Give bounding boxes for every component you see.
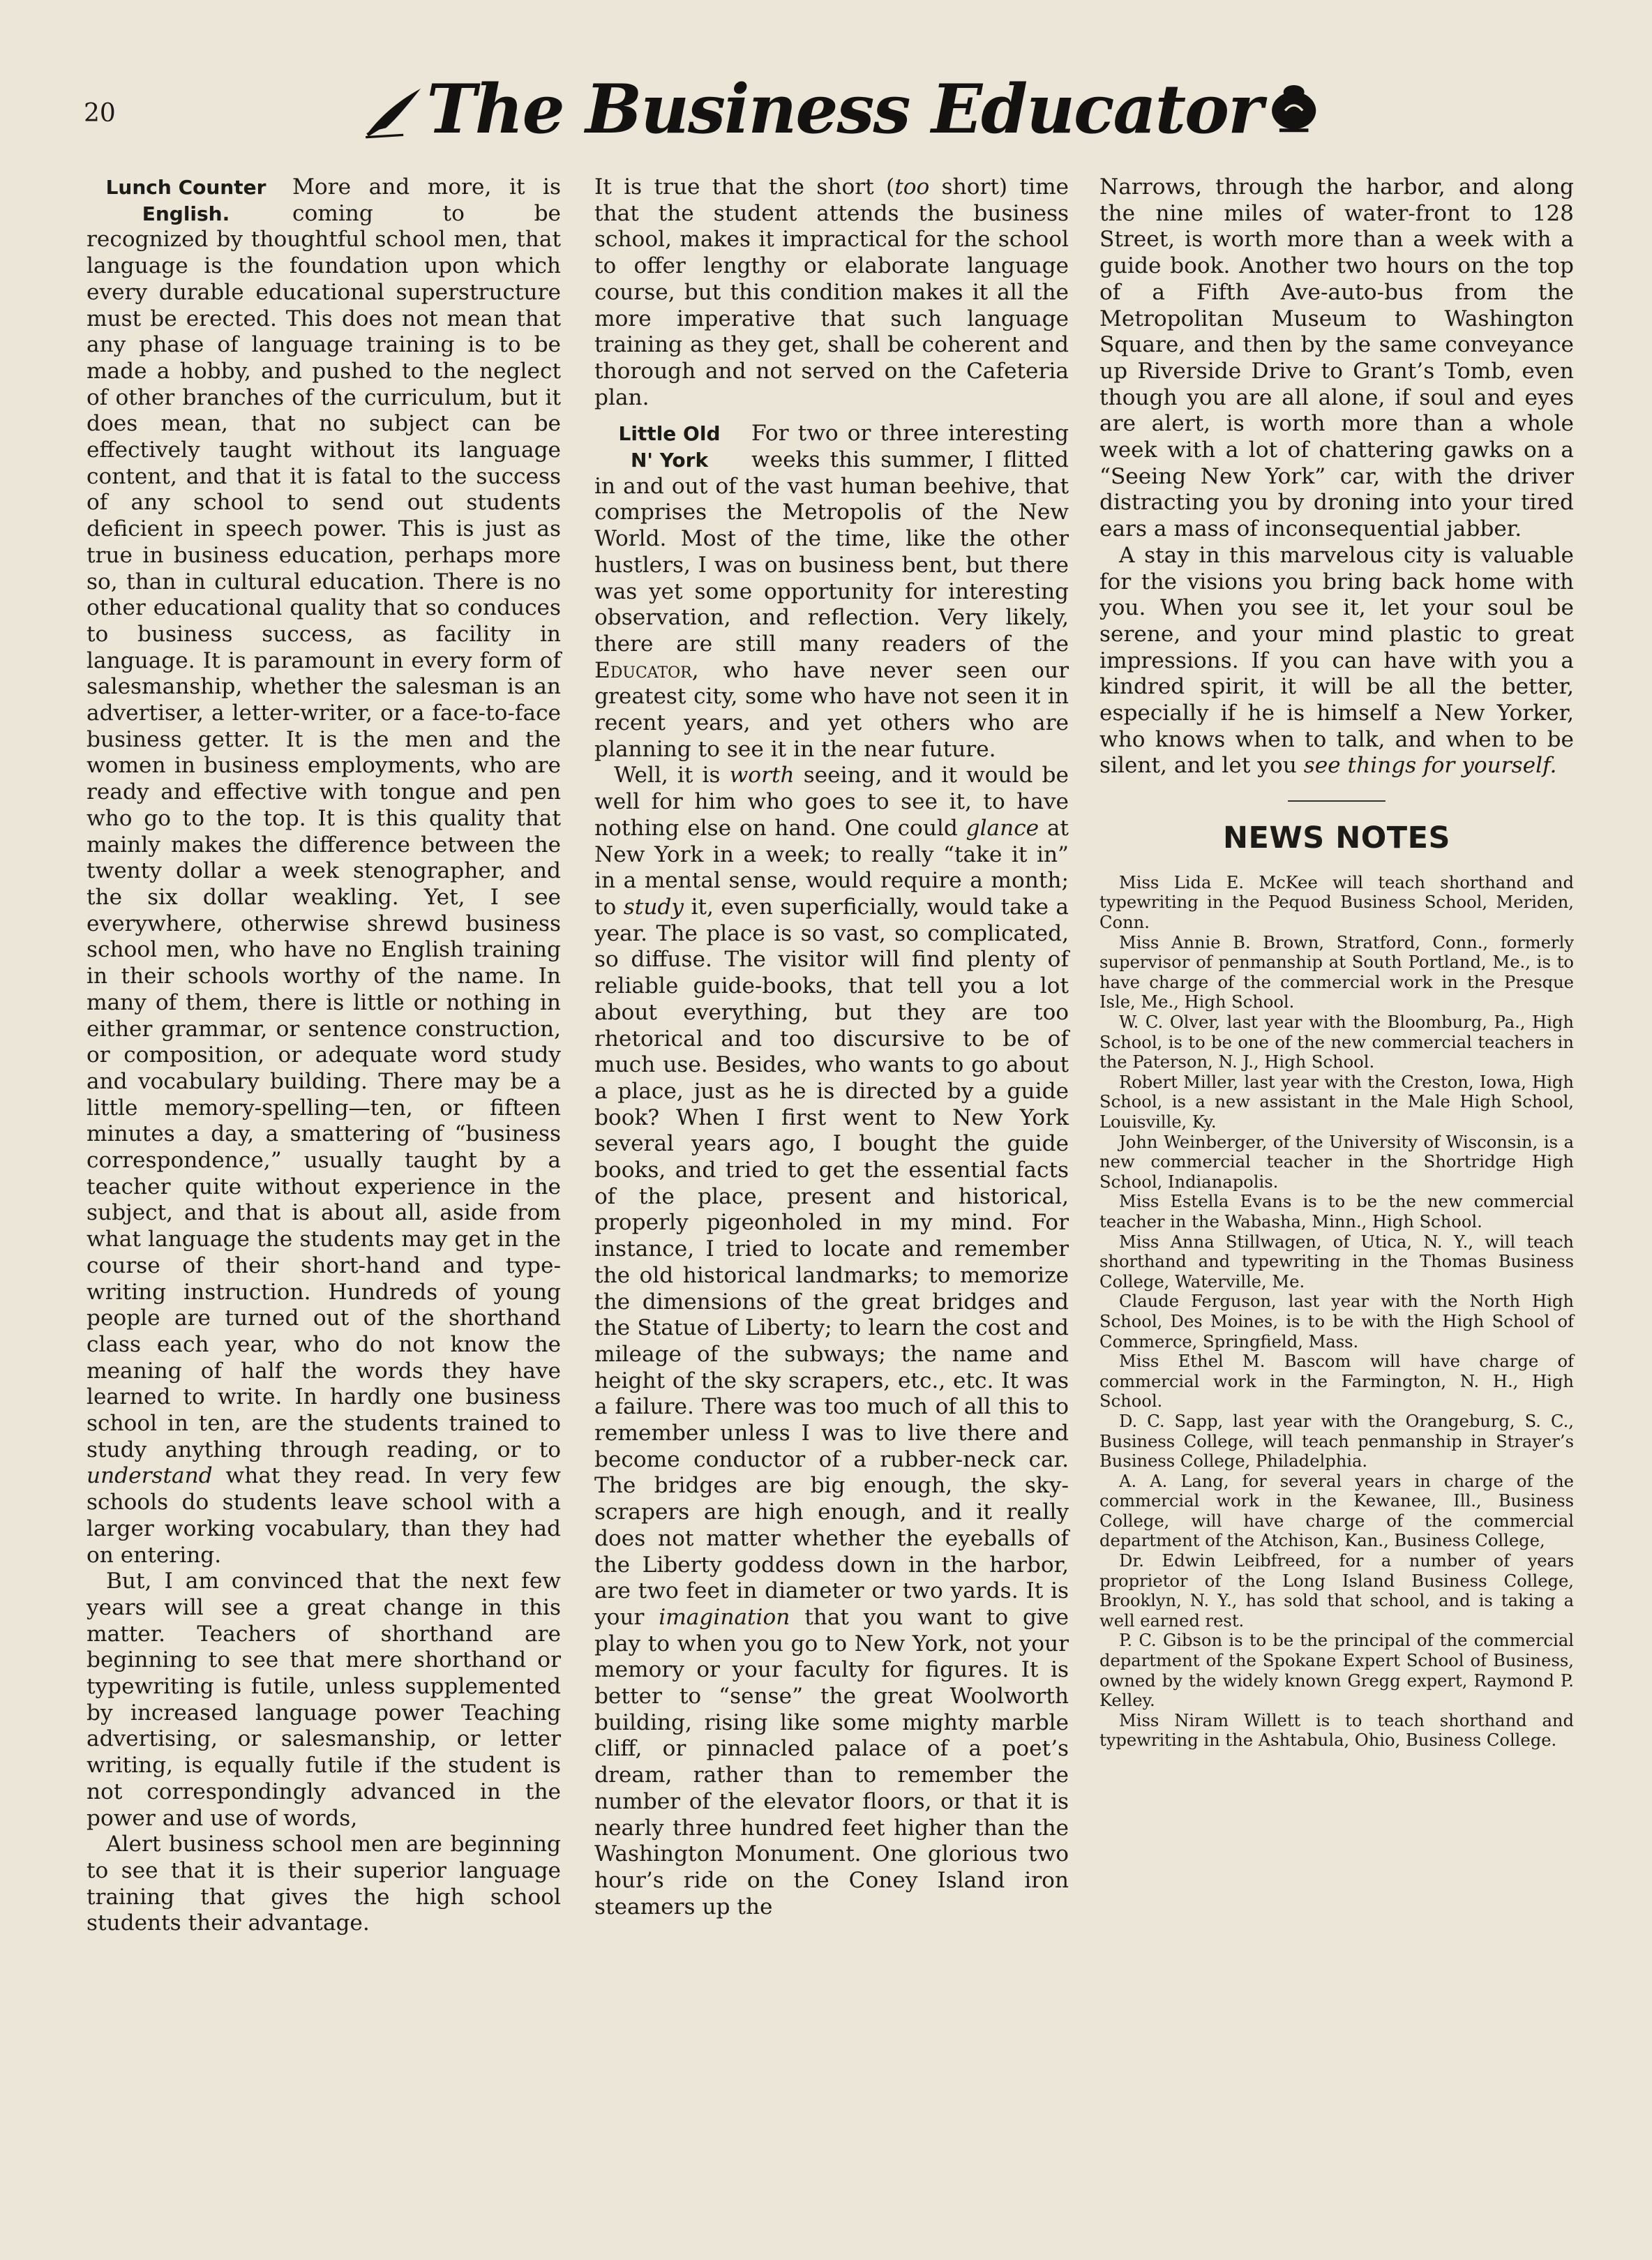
inkwell-ornament-icon [1262, 70, 1326, 147]
paragraph: Narrows, through the harbor, and along the nine miles of water-front to 128 Street, is worth more than a week with a guide book. Another two hours on the top of a Fifth Ave-auto-bus from the Metropolitan Museum to Washington Square, and then by the same conveyance up Riverside Drive to Grant’s Tomb, even though you are all alone, if soul and eyes are alert, is worth more than a whole week with a lot of chattering gawks on a “Seeing New York” car, with the driver distracting you by droning into your tired ears a mass of inconsequential jabber. [1099, 174, 1574, 542]
column-2 [594, 174, 1069, 1920]
news-item: Miss Estella Evans is to be the new commercial teacher in the Wabasha, Minn., High School. [1099, 1192, 1574, 1232]
paragraph: But, I am convinced that the next few years will see a great change in this matter. Teachers of shorthand are beginning to see that mere shorthand or typewriting is futile, unless supplemented by increased language power Teaching advertising, or salesmanship, or letter writing, is equally futile if the student is not correspondingly advanced in the power and use of words, [87, 1569, 561, 1831]
emphasis-text: imagination [659, 1604, 790, 1630]
article-heading-little-old-new-york [594, 421, 744, 473]
column-1 [87, 174, 561, 1937]
emphasis-text: understand [87, 1463, 213, 1489]
text-run: it, even superficially, would take a year. The place is so vast, so complicated, so diffuse. The visitor will find plenty of reliable guide-books, that tell you a lot about everything, but they are too rhetorical and too discursive to be of much use. Besides, who wants to go about a place, just as he is directed by a guide book? When I first went to New York several years ago, I bought the guide books, and tried to get the essential facts of the place, present and historical, properly pigeonholed in my mind. For instance, I tried to locate and remember the old historical landmarks; to memorize the dimensions of the great bridges and the Statue of Liberty; to learn the cost and mileage of the subways; the name and height of the sky scrapers, etc., etc. It was a failure. There was too much of all this to remember unless I was to live there and become conductor of a rubber-neck car. The bridges are big enough, the sky-scrapers are high enough, and it really does not matter whether the eyeballs of the Liberty goddess down in the harbor, are two feet in diameter or two yards. It is your [594, 894, 1069, 1630]
news-item: W. C. Olver, last year with the Bloomburg, Pa., High School, is to be one of the new commercial teachers in the Paterson, N. J., High School. [1099, 1012, 1574, 1072]
news-item: D. C. Sapp, last year with the Orangeburg, S. C., Business College, will teach penmanship in Strayer’s Business College, Philadelphia. [1099, 1411, 1574, 1472]
text-run: at New York in a week; to really “take it in” in a mental sense, would require a month; to [594, 815, 1069, 920]
text-run: what they read. In very few schools do students leave school with a larger working vocabulary, than they had on entering. [87, 1463, 561, 1568]
emphasis-text: too [894, 174, 930, 200]
text-run: Well, it is [614, 763, 721, 788]
emphasis-text: see things for yourself. [1303, 753, 1557, 779]
masthead-title: The Business Educator [426, 69, 1262, 149]
section-divider [1288, 800, 1386, 802]
news-item: Miss Lida E. McKee will teach shorthand and typewriting in the Pequod Business School, Meriden, Conn. [1099, 872, 1574, 933]
paragraph [1099, 543, 1574, 779]
emphasis-text: study [623, 894, 684, 920]
heading-line: N' York [630, 449, 709, 472]
text-run: seeing, and it would be well for him who goes to see it, to have nothing else on hand. One could [594, 763, 1069, 841]
text-run: More and more, it is coming to be recognized by thoughtful school men, that language is the foundation upon which every durable educational superstructure must be erected. This does not mean that any phase of language training is to be made a hobby, and pushed to the neglect of other branches of the curriculum, but it does mean, that no subject can be effectively taught without its language content, and that it is fatal to the success of any school to send out students deficient in speech power. This is just as true in business education, perhaps more so, than in cultural education. There is no other educational quality that so conduces to business success, as facility in language. It is paramount in every form of salesmanship, whether the salesman is an advertiser, a letter-writer, or a face-to-face business getter. It is the men and the women in business employments, who are ready and effective with tongue and pen who go to the top. It is this quality that mainly makes the difference between the twenty dollar a week stenographer, and the six dollar weakling. Yet, I see everywhere, otherwise shrewd business school men, who have no English training in their schools worthy of the name. In many of them, there is little or nothing in either grammar, or sentence construction, or composition, or adequate word study and vocabulary building. There may be a little memory-spelling—ten, or fifteen minutes a day, a smattering of “business correspondence,” usually taught by a teacher quite without experience in the subject, and that is about all, aside from what language the students may get in the course of their short-hand and type-writing instruction. Hundreds of young people are turned out of the shorthand class each year, who do not know the meaning of half the words they have learned to write. In hardly one business school in ten, are the students trained to study anything through reading, or to [87, 174, 561, 1462]
news-item: Robert Miller, last year with the Creston, Iowa, High School, is a new assistant in the Male High School, Louisville, Ky. [1099, 1072, 1574, 1132]
news-item: Dr. Edwin Leibfreed, for a number of years proprietor of the Long Island Business College, Brooklyn, N. Y., has sold that school, and is taking a well earned rest. [1099, 1551, 1574, 1631]
text-run: that you want to give play to when you go to New York, not your memory or your faculty for figures. It is better to “sense” the great Woolworth building, rising like some mighty marble cliff, or pinnacled palace of a poet’s dream, rather than to remember the number of the elevator floors, or that it is nearly three hundred feet higher than the Washington Monument. One glorious two hour’s ride on the Coney Island iron steamers up the [594, 1604, 1069, 1919]
heading-line: English. [142, 202, 230, 225]
text-run: It is true that the short ( [594, 174, 895, 200]
paragraph: Alert business school men are beginning to see that it is their superior language training that gives the high school students their advantage. [87, 1832, 561, 1936]
text-run: A stay in this marvelous city is valuable for the visions you bring back home with you. When you see it, let your soul be serene, and your mind plastic to great impressions. If you can have with you a kindred spirit, it will be all the better, especially if he is himself a New Yorker, who knows when to talk, and when to be silent, and let you [1099, 542, 1574, 779]
quill-pen-icon [363, 70, 426, 147]
text-run: , who have never seen our greatest city, some who have not seen it in recent years, and yet others who are planning to see it in the near future. [594, 657, 1069, 762]
news-item: Miss Anna Stillwagen, of Utica, N. Y., will teach shorthand and typewriting in the Thomas Business College, Waterville, Me. [1099, 1232, 1574, 1292]
text-run: short) time that the student attends the business school, makes it impractical for the school to offer lengthy or elaborate language course, but this condition makes it all the more imperative that such language training as they get, shall be coherent and thorough and not served on the Cafeteria plan. [594, 174, 1069, 410]
masthead [363, 67, 1326, 151]
news-item: Miss Niram Willett is to teach shorthand and typewriting in the Ashtabula, Ohio, Business College. [1099, 1710, 1574, 1751]
paragraph [594, 763, 1069, 1920]
column-3 [1099, 174, 1574, 1751]
paragraph [594, 174, 1069, 411]
text-run: For two or three interesting weeks this summer, I flitted in and out of the vast human beehive, that comprises the Metropolis of the New World. Most of the time, like the other hustlers, I was on business bent, but there was yet some opportunity for interesting observation, and reflection. Very likely, there are still many readers of the [594, 421, 1069, 657]
heading-line: Little Old [618, 422, 721, 446]
emphasis-text: worth [729, 763, 795, 788]
news-item: A. A. Lang, for several years in charge of the commercial work in the Kewanee, Ill., Business College, will have charge of the commercial department of the Atchison, Kan., Business College, [1099, 1471, 1574, 1551]
news-notes-heading: NEWS NOTES [1223, 821, 1450, 856]
news-notes-list [1099, 873, 1574, 1751]
heading-line: Lunch Counter [105, 176, 266, 199]
emphasis-text: glance [966, 815, 1039, 841]
paragraph [87, 174, 561, 1569]
article-heading-lunch-counter-english [87, 174, 285, 227]
news-item: P. C. Gibson is to be the principal of the commercial department of the Spokane Expert School of Business, owned by the widely known Gregg expert, Raymond P. Kelley. [1099, 1631, 1574, 1711]
page-number: 20 [84, 99, 116, 128]
news-item: John Weinberger, of the University of Wisconsin, is a new commercial teacher in the Shortridge High School, Indianapolis. [1099, 1132, 1574, 1192]
news-item: Claude Ferguson, last year with the North High School, Des Moines, is to be with the High School of Commerce, Springfield, Mass. [1099, 1292, 1574, 1352]
news-item: Miss Ethel M. Bascom will have charge of commercial work in the Farmington, N. H., High School. [1099, 1352, 1574, 1412]
small-caps-text: Educator [594, 657, 692, 683]
news-item: Miss Annie B. Brown, Stratford, Conn., formerly supervisor of penmanship at South Portland, Me., is to have charge of the commercial work in the Presque Isle, Me., High School. [1099, 932, 1574, 1012]
